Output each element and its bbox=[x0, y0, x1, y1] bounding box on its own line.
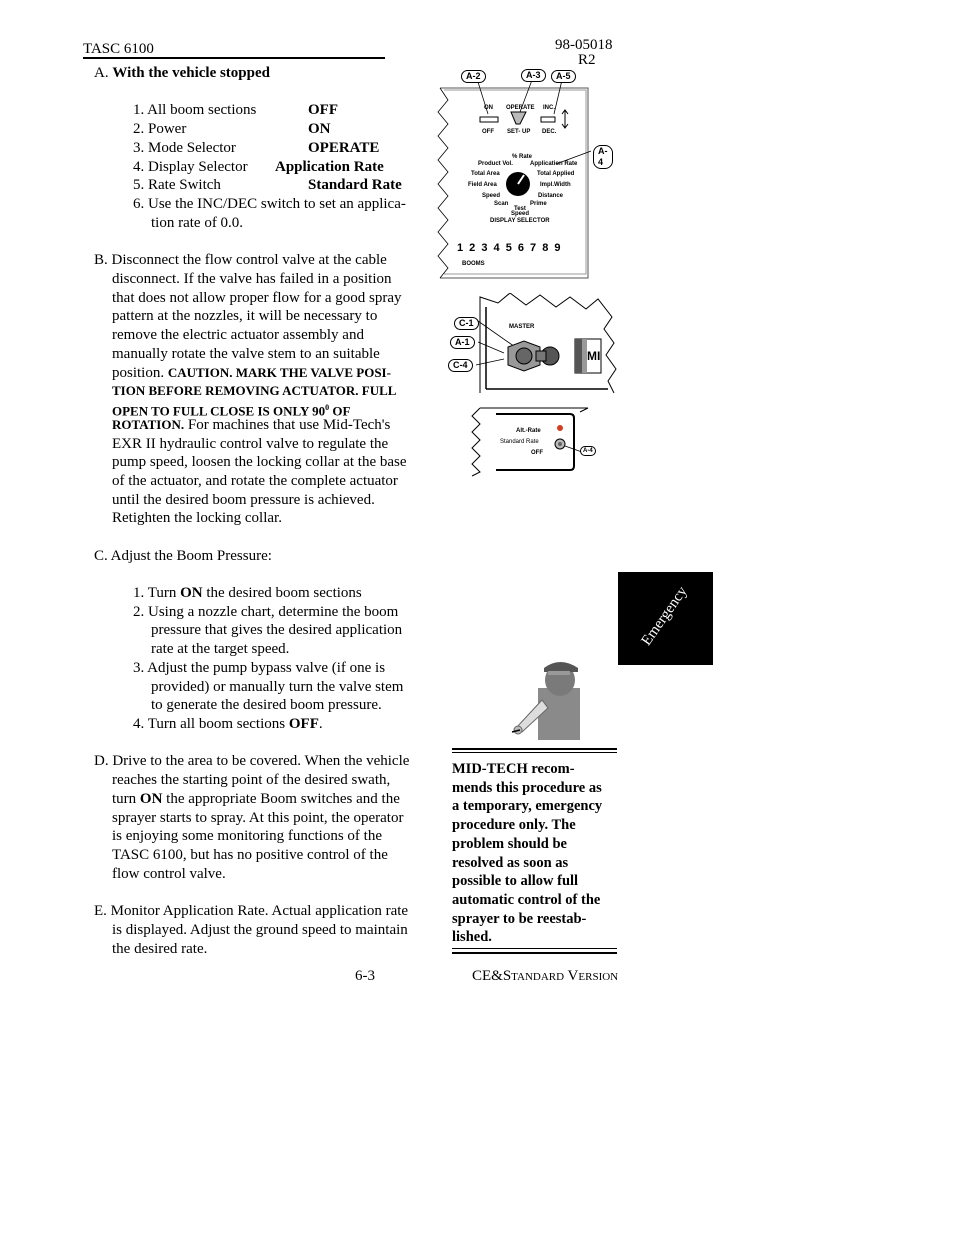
caution-line-2: TION BEFORE REMOVING ACTUATOR. FULL bbox=[112, 383, 397, 398]
header-doc-number: 98-05018 bbox=[555, 37, 613, 53]
item-label: 5. Rate Switch bbox=[133, 177, 221, 193]
section-b-line-1: B. Disconnect the flow control valve at the cable bbox=[94, 252, 387, 268]
sel-scan: Scan bbox=[494, 201, 509, 207]
sel-speed: Speed bbox=[482, 193, 501, 199]
note-line: a temporary, emergency bbox=[452, 798, 603, 815]
callout-a4-top: A-4 bbox=[593, 145, 613, 169]
section-a-title: With the vehicle stopped bbox=[112, 65, 270, 81]
rotation-bold: ROTATION. bbox=[112, 417, 185, 432]
standard-rate-label: Standard Rate bbox=[500, 439, 539, 445]
section-a-item-2 bbox=[133, 120, 186, 139]
section-a-value-1: OFF bbox=[308, 102, 338, 118]
caution-line-1: CAUTION. MARK THE VALVE POSI- bbox=[167, 365, 391, 380]
sel-total-applied: Total Applied bbox=[537, 171, 575, 177]
note-rule-top-1 bbox=[452, 748, 617, 750]
section-e-line-1: E. Monitor Application Rate. Actual application rate bbox=[94, 903, 409, 919]
sel-product-vol: Product Vol. bbox=[478, 161, 513, 167]
section-b-line-4: pattern at the nozzles, it will be necessary to bbox=[112, 308, 378, 324]
master-switch-diagram bbox=[448, 293, 618, 395]
sel-impl-width: Impl.Width bbox=[540, 182, 571, 188]
master-label: MASTER bbox=[509, 324, 535, 330]
sel-field-area: Field Area bbox=[468, 182, 497, 188]
section-c-item-2-l2: pressure that gives the desired application bbox=[151, 622, 403, 638]
note-line: procedure only. The bbox=[452, 817, 576, 834]
note-line: problem should be bbox=[452, 835, 567, 852]
note-rule-bottom-2 bbox=[452, 952, 617, 954]
section-d-line-1: D. Drive to the area to be covered. When the vehicle bbox=[94, 753, 410, 769]
section-d-line-3 bbox=[112, 790, 400, 809]
callout-a1: A-1 bbox=[450, 336, 475, 349]
switch-operate-label: OPERATE bbox=[506, 105, 535, 111]
item-label: 4. Display Selector bbox=[133, 159, 248, 175]
sel-test-speed: Speed bbox=[511, 211, 530, 217]
c4-post: . bbox=[318, 716, 323, 732]
header-rule bbox=[83, 57, 385, 59]
section-a-value-2: ON bbox=[308, 121, 331, 137]
section-a-item-6-line2: tion rate of 0.0. bbox=[151, 215, 244, 231]
note-rule-top-2 bbox=[452, 752, 617, 753]
rate-switch-diagram bbox=[470, 406, 602, 478]
version-rest: Standard Version bbox=[502, 968, 619, 984]
section-a-label: A. bbox=[94, 65, 109, 81]
note-line: MID-TECH recom- bbox=[452, 761, 575, 777]
note-text bbox=[452, 760, 602, 947]
section-b-rotation-line bbox=[112, 416, 390, 435]
c4-pre: 4. Turn all boom sections bbox=[133, 716, 289, 732]
sel-application-rate: Application Rate bbox=[530, 161, 578, 167]
section-a-item-6-line1: 6. Use the INC/DEC switch to set an applica- bbox=[133, 196, 406, 212]
booms-label: BOOMS bbox=[462, 261, 485, 267]
section-e-line-3: the desired rate. bbox=[112, 941, 208, 957]
emergency-tab-label: Emergency bbox=[638, 583, 691, 649]
section-a-value-5: Standard Rate bbox=[308, 177, 402, 193]
section-d-rest-3: TASC 6100, but has no positive control of the bbox=[112, 847, 388, 863]
callout-a3: A-3 bbox=[521, 69, 546, 82]
section-b-rest-4: until the desired boom pressure is achieved. bbox=[112, 492, 375, 508]
section-c-item-3-l1: 3. Adjust the pump bypass valve (if one is bbox=[133, 660, 386, 676]
section-c-item-4 bbox=[133, 715, 323, 734]
mechanic-illustration bbox=[508, 658, 583, 742]
note-line: lished. bbox=[452, 929, 492, 946]
section-b-line-6: manually rotate the valve stem to an suitable bbox=[112, 346, 380, 362]
section-b-line-2: disconnect. If the valve has failed in a position bbox=[112, 271, 392, 287]
callout-a4-rate: A-4 bbox=[580, 446, 596, 456]
c4-bold: OFF bbox=[288, 716, 319, 732]
sel-total-area: Total Area bbox=[471, 171, 500, 177]
switch-setup-label: SET- UP bbox=[507, 129, 531, 135]
sel-distance: Distance bbox=[538, 193, 564, 199]
section-b-line-5: remove the electric actuator assembly and bbox=[112, 327, 364, 343]
section-d-rest-1: sprayer starts to spray. At this point, the operator bbox=[112, 810, 404, 826]
section-e-line-2: is displayed. Adjust the ground speed to maintain bbox=[112, 922, 408, 938]
section-c-item-2-l1: 2. Using a nozzle chart, determine the boom bbox=[133, 604, 399, 620]
sel-prime: Prime bbox=[530, 201, 547, 207]
section-b-line-3: that does not allow proper flow for a good spray bbox=[112, 290, 402, 306]
version-amp: & bbox=[491, 968, 503, 984]
note-line: possible to allow full bbox=[452, 873, 579, 890]
c1-post: the desired boom sections bbox=[202, 585, 362, 601]
section-d-line-2: reaches the starting point of the desired swath, bbox=[112, 772, 391, 788]
section-d-rest-2: is enjoying some monitoring functions of the bbox=[112, 828, 382, 844]
switch-inc-label: INC. bbox=[543, 105, 555, 111]
switch-dec-label: DEC. bbox=[542, 129, 557, 135]
note-line: automatic control of the bbox=[452, 891, 601, 908]
header-doc-title: TASC 6100 bbox=[83, 41, 154, 57]
mi-logo: MI bbox=[587, 349, 601, 363]
callout-a5: A-5 bbox=[551, 70, 576, 83]
section-c-title: C. Adjust the Boom Pressure: bbox=[94, 548, 272, 564]
caution-line-3-text: OPEN TO FULL CLOSE IS ONLY 90 bbox=[112, 403, 326, 419]
section-b-rest-1: EXR II hydraulic control valve to regulate the bbox=[112, 436, 389, 452]
section-b-rest-5: Retighten the locking collar. bbox=[112, 510, 282, 526]
rotation-tail: For machines that use Mid-Tech's bbox=[184, 417, 391, 433]
degree-sup: 0 bbox=[325, 403, 330, 412]
switch-off-label: OFF bbox=[482, 129, 494, 135]
item-label: 2. Power bbox=[133, 121, 187, 137]
section-c-item-1 bbox=[133, 584, 362, 603]
callout-c4: C-4 bbox=[448, 359, 473, 372]
position-text: position. bbox=[112, 365, 168, 381]
section-a-item-3 bbox=[133, 139, 236, 158]
control-panel-diagram bbox=[436, 68, 608, 280]
section-a-item-1 bbox=[133, 101, 256, 120]
display-selector-title: DISPLAY SELECTOR bbox=[490, 218, 550, 224]
switch-on-label: ON bbox=[484, 105, 493, 111]
d3-post: the appropriate Boom switches and the bbox=[162, 791, 400, 807]
sel-test: Test bbox=[514, 206, 526, 212]
section-a-item-4 bbox=[133, 158, 248, 177]
boom-numbers: 1 2 3 4 5 6 7 8 9 bbox=[457, 242, 563, 254]
emergency-tab bbox=[618, 572, 713, 665]
section-c-item-2-l3: rate at the target speed. bbox=[151, 641, 290, 657]
d3-pre: turn bbox=[112, 791, 140, 807]
note-line: mends this procedure as bbox=[452, 779, 602, 796]
caution-line-3-tail: OF bbox=[329, 403, 351, 419]
version-ce: CE bbox=[472, 968, 492, 984]
section-c-item-3-l2: provided) or manually turn the valve stem bbox=[151, 679, 404, 695]
d3-bold: ON bbox=[139, 791, 163, 807]
item-label: 3. Mode Selector bbox=[133, 140, 236, 156]
note-rule-bottom-1 bbox=[452, 948, 617, 949]
alt-rate-label: Alt.-Rate bbox=[516, 428, 541, 434]
section-a-heading bbox=[94, 64, 270, 83]
note-line: resolved as soon as bbox=[452, 854, 569, 871]
section-d-rest-4: flow control valve. bbox=[112, 866, 226, 882]
off-label: OFF bbox=[531, 450, 543, 456]
version-footer bbox=[472, 967, 618, 986]
page-number: 6-3 bbox=[355, 968, 375, 984]
sel-pct-rate: % Rate bbox=[512, 154, 533, 160]
section-b-rest-3: of the actuator, and rotate the complete actuator bbox=[112, 473, 398, 489]
section-b-line-7 bbox=[112, 364, 391, 383]
section-a-value-4: Application Rate bbox=[275, 159, 384, 175]
item-label: 1. All boom sections bbox=[133, 102, 257, 118]
callout-a2: A-2 bbox=[461, 70, 486, 83]
header-revision: R2 bbox=[578, 52, 596, 68]
section-a-item-5 bbox=[133, 176, 221, 195]
section-c-item-3-l3: to generate the desired boom pressure. bbox=[151, 697, 382, 713]
callout-c1: C-1 bbox=[454, 317, 479, 330]
c1-pre: 1. Turn bbox=[133, 585, 181, 601]
c1-bold: ON bbox=[180, 585, 203, 601]
section-a-value-3: OPERATE bbox=[308, 140, 380, 156]
section-b-rest-2: pump speed, loosen the locking collar at the base bbox=[112, 454, 407, 470]
note-line: sprayer to be reestab- bbox=[452, 910, 587, 927]
